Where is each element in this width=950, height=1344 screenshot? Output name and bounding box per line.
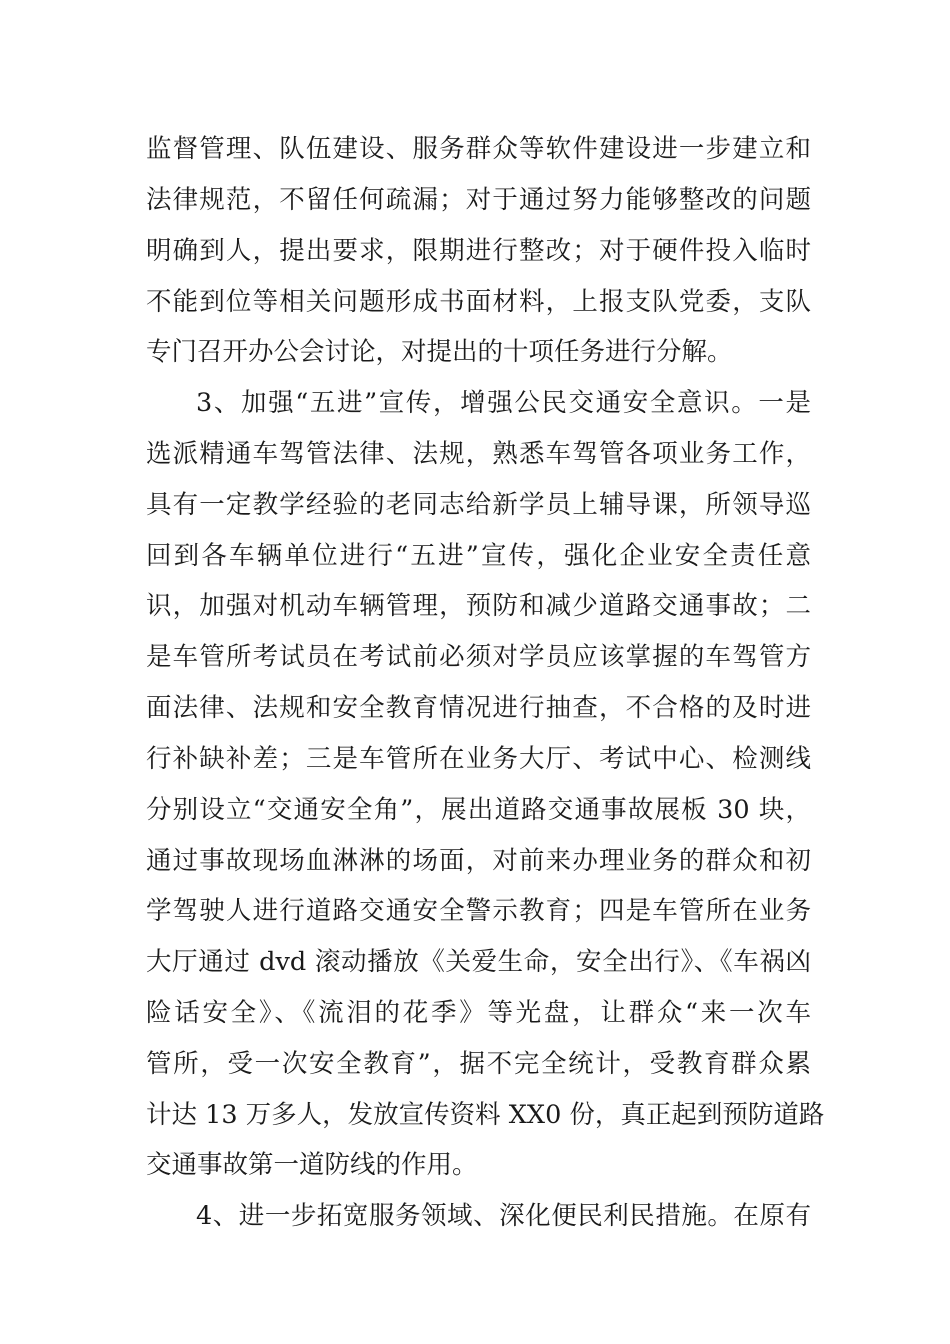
paragraph-3-first-line: 3、加强“五进”宣传，增强公民交通安全意识。一是 [196,388,811,418]
text-line-4: 不能到位等相关问题形成书面材料，上报支队党委，支队 [146,287,811,317]
text-line-21: 交通事故第一道防线的作用。 [146,1150,478,1180]
text-line-12: 面法律、法规和安全教育情况进行抽查，不合格的及时进 [146,693,811,723]
text-line-7: 选派精通车驾管法律、法规，熟悉车驾管各项业务工作， [146,439,811,469]
paragraph-4-first-line: 4、进一步拓宽服务领域、深化便民利民措施。在原有 [196,1201,811,1231]
text-line-15: 通过事故现场血淋淋的场面，对前来办理业务的群众和初 [146,846,811,876]
text-line-19: 管所，受一次安全教育”，据不完全统计，受教育群众累 [146,1049,811,1079]
text-line-13: 行补缺补差；三是车管所在业务大厅、考试中心、检测线 [146,744,811,774]
text-line-18: 险话安全》、《流泪的花季》等光盘，让群众“来一次车 [146,998,811,1028]
text-line-3: 明确到人，提出要求，限期进行整改；对于硬件投入临时 [146,236,811,266]
text-line-16: 学驾驶人进行道路交通安全警示教育；四是车管所在业务 [146,896,811,926]
text-line-1: 监督管理、队伍建设、服务群众等软件建设进一步建立和 [146,134,811,164]
text-line-11: 是车管所考试员在考试前必须对学员应该掌握的车驾管方 [146,642,811,672]
text-line-14: 分别设立“交通安全角”，展出道路交通事故展板 30 块， [146,795,811,825]
text-line-9: 回到各车辆单位进行“五进”宣传，强化企业安全责任意 [146,541,811,571]
text-line-8: 具有一定教学经验的老同志给新学员上辅导课，所领导巡 [146,490,811,520]
text-line-17: 大厅通过 dvd 滚动播放《关爱生命，安全出行》、《车祸凶 [146,947,811,977]
text-line-10: 识，加强对机动车辆管理，预防和减少道路交通事故；二 [146,591,811,621]
text-line-5: 专门召开办公会讨论，对提出的十项任务进行分解。 [146,337,733,367]
text-line-20: 计达 13 万多人，发放宣传资料 XX0 份，真正起到预防道路 [146,1100,825,1130]
text-line-2: 法律规范，不留任何疏漏；对于通过努力能够整改的问题 [146,185,811,215]
